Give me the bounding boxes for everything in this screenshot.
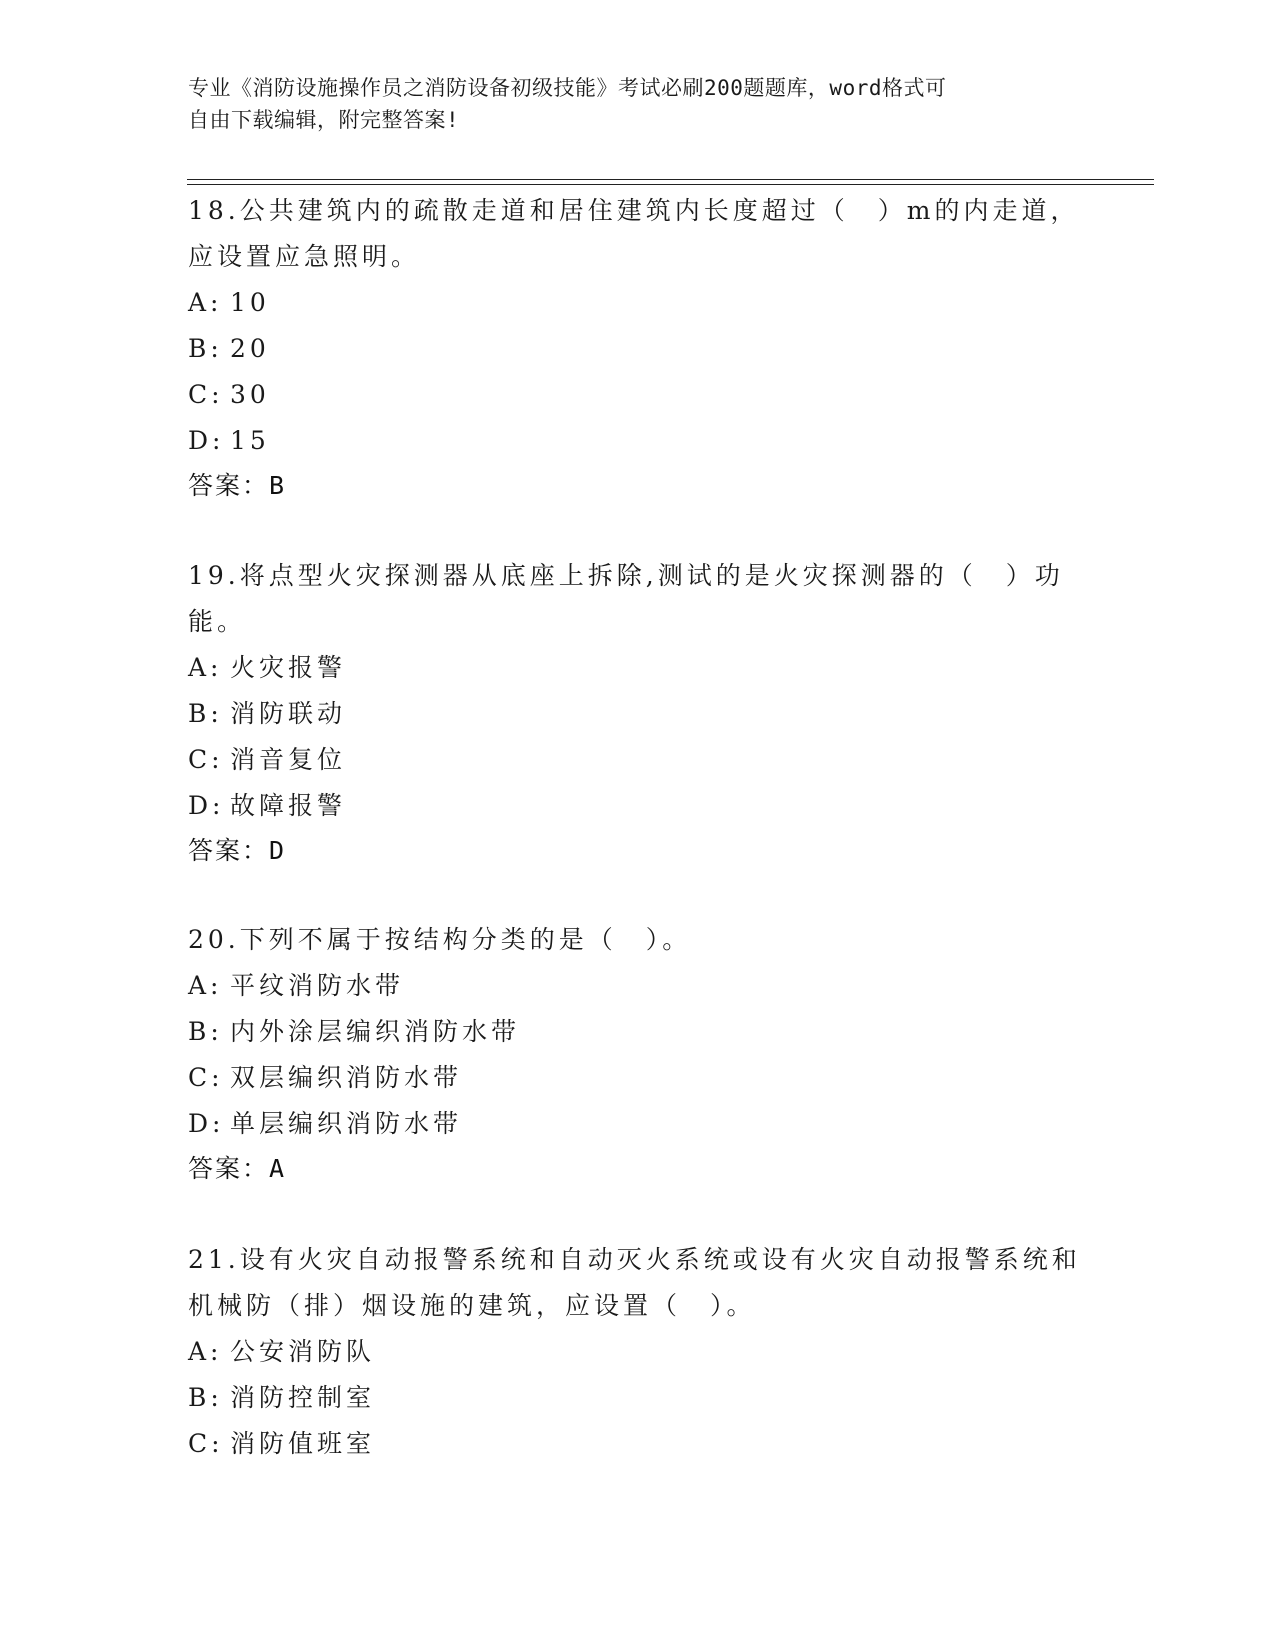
option-key: B: — [188, 1017, 223, 1046]
option-key: B: — [188, 334, 223, 363]
option-key: D: — [188, 426, 225, 455]
question-stem-continued: 能。 — [188, 607, 247, 636]
option-d — [188, 783, 1088, 829]
option-d — [188, 418, 1088, 464]
option-text: 消防控制室 — [230, 1383, 376, 1412]
question-20 — [188, 917, 1088, 1191]
option-a — [188, 280, 1088, 326]
option-text: 10 — [230, 288, 270, 317]
option-a — [188, 963, 1088, 1009]
answer-line: 答案：B — [188, 471, 287, 500]
option-b — [188, 1375, 1088, 1421]
option-c — [188, 372, 1088, 418]
option-a — [188, 645, 1088, 691]
question-stem-continued: 应设置应急照明。 — [188, 242, 421, 271]
option-key: A: — [188, 1337, 223, 1366]
option-c — [188, 1055, 1088, 1101]
option-text: 15 — [230, 426, 270, 455]
option-key: C: — [188, 380, 224, 409]
option-text: 公安消防队 — [230, 1337, 376, 1366]
question-21 — [188, 1237, 1088, 1467]
option-b — [188, 326, 1088, 372]
option-d — [188, 1101, 1088, 1147]
option-key: A: — [188, 971, 223, 1000]
option-key: C: — [188, 745, 224, 774]
header-line-2: 自由下载编辑，附完整答案! — [188, 108, 460, 132]
document-header — [188, 72, 1068, 136]
option-text: 内外涂层编织消防水带 — [230, 1017, 521, 1046]
question-18 — [188, 188, 1088, 508]
option-text: 消防联动 — [230, 699, 347, 728]
question-stem: 19.将点型火灾探测器从底座上拆除,测试的是火灾探测器的（ ）功 — [188, 561, 1064, 590]
header-divider-top — [187, 179, 1154, 180]
option-key: B: — [188, 699, 223, 728]
header-divider-bottom — [187, 184, 1154, 185]
answer-line: 答案：D — [188, 836, 287, 865]
option-key: D: — [188, 1109, 225, 1138]
option-text: 故障报警 — [230, 791, 347, 820]
option-text: 20 — [230, 334, 270, 363]
option-c — [188, 1421, 1088, 1467]
option-key: C: — [188, 1063, 224, 1092]
header-line-1: 专业《消防设施操作员之消防设备初级技能》考试必刷200题题库，word格式可 — [188, 76, 947, 100]
question-stem: 18.公共建筑内的疏散走道和居住建筑内长度超过（ ）m的内走道， — [188, 196, 1080, 225]
option-text: 30 — [230, 380, 270, 409]
option-key: B: — [188, 1383, 223, 1412]
option-a — [188, 1329, 1088, 1375]
option-text: 单层编织消防水带 — [230, 1109, 463, 1138]
option-c — [188, 737, 1088, 783]
option-text: 双层编织消防水带 — [230, 1063, 463, 1092]
question-stem-continued: 机械防（排）烟设施的建筑，应设置（ ）。 — [188, 1291, 756, 1320]
option-b — [188, 691, 1088, 737]
option-text: 平纹消防水带 — [230, 971, 405, 1000]
option-key: A: — [188, 653, 223, 682]
question-stem: 21.设有火灾自动报警系统和自动灭火系统或设有火灾自动报警系统和 — [188, 1245, 1081, 1274]
option-text: 消防值班室 — [230, 1429, 376, 1458]
answer-line: 答案：A — [188, 1154, 287, 1183]
option-text: 消音复位 — [230, 745, 347, 774]
question-19 — [188, 553, 1088, 873]
option-b — [188, 1009, 1088, 1055]
option-key: D: — [188, 791, 225, 820]
option-text: 火灾报警 — [230, 653, 347, 682]
option-key: A: — [188, 288, 223, 317]
question-stem: 20.下列不属于按结构分类的是（ ）。 — [188, 925, 692, 954]
option-key: C: — [188, 1429, 224, 1458]
